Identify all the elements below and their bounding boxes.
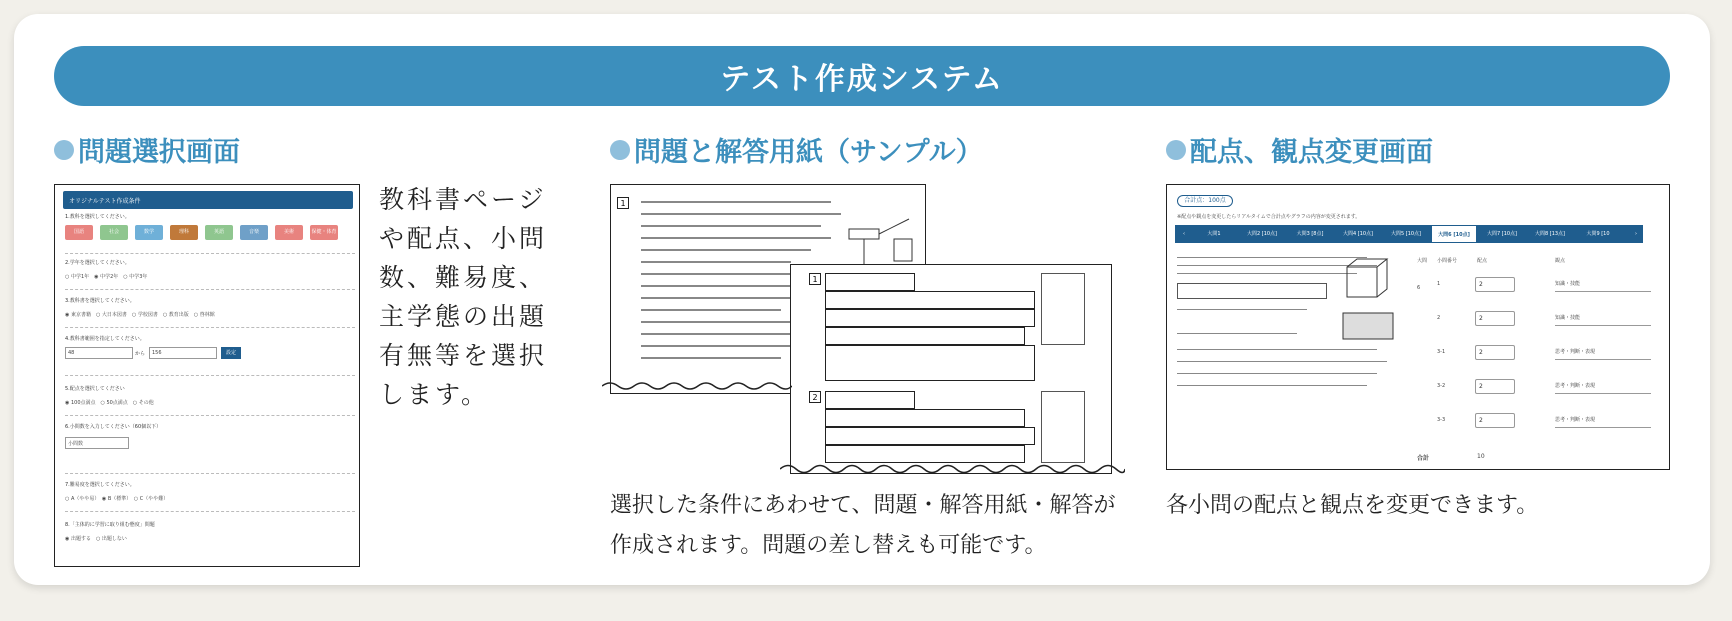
text-line — [1177, 385, 1367, 386]
bullet-icon — [1166, 140, 1186, 160]
count-input[interactable]: 小問数 — [65, 437, 129, 449]
sample-sheets-image — [610, 184, 1130, 484]
text-line — [641, 357, 781, 359]
bullet-icon — [54, 140, 74, 160]
textbook-radios[interactable]: ◉ 東京書籍 ○ 大日本図書 ○ 学校図書 ○ 教育出版 ○ 啓林館 — [65, 312, 215, 318]
sub-question-number: 3-3 — [1437, 417, 1446, 423]
data-table — [1177, 283, 1327, 299]
difficulty-radios[interactable]: ○ A（やや易） ◉ B（標準） ○ C（やや難） — [65, 496, 169, 502]
total-value: 10 — [1477, 453, 1485, 460]
text-line — [1177, 373, 1377, 374]
grade-radios[interactable]: ○ 中学1年 ◉ 中学2年 ○ 中学3年 — [65, 274, 148, 280]
score-input[interactable]: 2 — [1475, 379, 1515, 394]
text-line — [641, 333, 801, 335]
q4-label: 4.教科書範囲を指定してください。 — [65, 336, 145, 342]
total-badge: 合計点：100点 — [1177, 195, 1233, 207]
divider — [65, 511, 355, 512]
score-grid — [1041, 273, 1085, 345]
subject-button[interactable]: 英語 — [205, 225, 233, 240]
text-line — [641, 321, 791, 323]
answer-box — [825, 409, 1025, 427]
sub-question-number: 2 — [1437, 315, 1441, 321]
tab-big-question[interactable]: 大問6 [10点] — [1431, 225, 1477, 243]
text-line — [641, 237, 831, 239]
col-header: 大問 — [1417, 258, 1428, 264]
sub-question-number: 3-1 — [1437, 349, 1446, 355]
screen-header: オリジナルテスト作成条件 — [63, 191, 353, 209]
score-input[interactable]: 2 — [1475, 345, 1515, 360]
page-to-input[interactable]: 156 — [149, 347, 217, 359]
page-sep-label: から — [135, 351, 146, 357]
text-line — [641, 213, 841, 215]
viewpoint-select[interactable]: 知識・技能 — [1555, 311, 1651, 326]
divider — [65, 289, 355, 290]
text-line — [641, 249, 811, 251]
attitude-radios[interactable]: ◉ 出題する ○ 出題しない — [65, 536, 127, 542]
q7-label: 7.難易度を選択してください。 — [65, 482, 135, 488]
q1-label: 1.教科を選択してください。 — [65, 214, 130, 220]
tab-big-question[interactable]: 大問5 [10点] — [1390, 231, 1422, 237]
text-line — [1177, 309, 1307, 310]
answer-number: 1 — [809, 273, 821, 285]
tab-big-question[interactable]: 大問9 [10 — [1586, 231, 1610, 237]
divider — [65, 327, 355, 328]
divider — [65, 415, 355, 416]
answer-box — [825, 445, 1025, 463]
score-grid — [1041, 391, 1085, 463]
viewpoint-select[interactable]: 思考・判断・表現 — [1555, 413, 1651, 428]
prev-tab-icon[interactable]: ‹ — [1183, 231, 1185, 237]
big-question-number: 6 — [1417, 285, 1421, 291]
selection-screen-image — [54, 184, 360, 567]
subject-button[interactable]: 音楽 — [240, 225, 268, 240]
points-radios[interactable]: ◉ 100点満点 ○ 50点満点 ○ その他 — [65, 400, 154, 406]
selection-description: 教科書ページや配点、小問数、難易度、主学態の出題有無等を選択します。 — [379, 185, 548, 409]
col-header: 配点 — [1477, 258, 1488, 264]
viewpoint-select[interactable]: 思考・判断・表現 — [1555, 379, 1651, 394]
section-title-text: 問題選択画面 — [78, 137, 240, 168]
q3-label: 3.教科書を選択してください。 — [65, 298, 135, 304]
tear-wave — [602, 380, 792, 392]
viewpoint-select[interactable]: 思考・判断・表現 — [1555, 345, 1651, 360]
points-screen-image — [1166, 184, 1670, 470]
text-line — [641, 285, 791, 287]
cube-illustration — [1337, 253, 1397, 343]
subject-button[interactable]: 数学 — [135, 225, 163, 240]
viewpoint-select[interactable]: 知識・技能 — [1555, 277, 1651, 292]
text-line — [641, 201, 831, 203]
tear-wave — [780, 462, 1125, 476]
note-text: ※配点や観点を変更したらリアルタイムで合計点やグラフの内容が変更されます。 — [1177, 214, 1361, 220]
answer-box — [825, 273, 915, 291]
sub-question-number: 3-2 — [1437, 383, 1446, 389]
banner-title: テスト作成システム — [54, 46, 1670, 106]
col-header: 観点 — [1555, 258, 1566, 264]
text-line — [1177, 333, 1297, 334]
q8-label: 8.「主体的に学習に取り組む態度」問題 — [65, 522, 155, 528]
col-header: 小問番号 — [1437, 258, 1458, 264]
points-description: 各小問の配点と観点を変更できます。 — [1166, 493, 1539, 518]
divider — [65, 473, 355, 474]
next-tab-icon[interactable]: › — [1635, 231, 1637, 237]
subject-button[interactable]: 美術 — [275, 225, 303, 240]
score-input[interactable]: 2 — [1475, 413, 1515, 428]
sample-description: 選択した条件にあわせて、問題・解答用紙・解答が作成されます。問題の差し替えも可能です。 — [610, 493, 1116, 558]
text-line — [641, 297, 801, 299]
score-input[interactable]: 2 — [1475, 311, 1515, 326]
bullet-icon — [610, 140, 630, 160]
apparatus-illustration — [839, 199, 919, 269]
subject-button[interactable]: 国語 — [65, 225, 93, 240]
text-line — [641, 345, 791, 347]
text-line — [1177, 361, 1387, 362]
text-line — [641, 273, 801, 275]
subject-button[interactable]: 社会 — [100, 225, 128, 240]
total-label: 合計 — [1417, 455, 1430, 462]
answer-number: 2 — [809, 391, 821, 403]
section-title-text: 配点、観点変更画面 — [1190, 137, 1433, 168]
main-card — [14, 14, 1710, 585]
subject-button[interactable]: 保健・体育 — [310, 225, 338, 240]
text-line — [641, 261, 791, 263]
tab-big-question[interactable]: 大問2 [10点] — [1246, 231, 1278, 237]
answer-box — [825, 291, 1035, 309]
section-title-points — [1166, 130, 1433, 169]
tab-big-question[interactable]: 大問7 [10点] — [1486, 231, 1518, 237]
q5-label: 5.配点を選択してください — [65, 386, 125, 392]
answer-box — [825, 327, 1025, 345]
q6-label: 6.小問数を入力してください（60個以下） — [65, 424, 162, 430]
q2-label: 2.学年を選択してください。 — [65, 260, 130, 266]
set-button[interactable]: 設定 — [221, 347, 241, 359]
answer-box — [825, 345, 1035, 381]
tab-big-question[interactable]: 大問1 — [1207, 231, 1221, 237]
text-line — [641, 309, 781, 311]
text-line — [641, 225, 821, 227]
section-title-selection — [54, 130, 240, 169]
subject-button[interactable]: 理科 — [170, 225, 198, 240]
tab-big-question[interactable]: 大問3 [8点] — [1296, 231, 1324, 237]
answer-box — [825, 427, 1035, 445]
divider — [65, 375, 355, 376]
question-preview — [1177, 253, 1397, 393]
section-title-sample — [610, 130, 983, 169]
answer-box — [825, 309, 1035, 327]
text-line — [1177, 273, 1357, 274]
question-tabs — [1175, 225, 1643, 243]
question-number: 1 — [617, 197, 629, 209]
divider — [65, 253, 355, 254]
section-title-text: 問題と解答用紙（サンプル） — [634, 137, 983, 168]
text-line — [1177, 349, 1377, 350]
tab-big-question[interactable]: 大問4 [10点] — [1342, 231, 1374, 237]
score-input[interactable]: 2 — [1475, 277, 1515, 292]
answer-sheet — [790, 264, 1112, 474]
page-from-input[interactable]: 48 — [65, 347, 133, 359]
answer-box — [825, 391, 915, 409]
tab-big-question[interactable]: 大問8 [13点] — [1534, 231, 1566, 237]
sub-question-number: 1 — [1437, 281, 1441, 287]
